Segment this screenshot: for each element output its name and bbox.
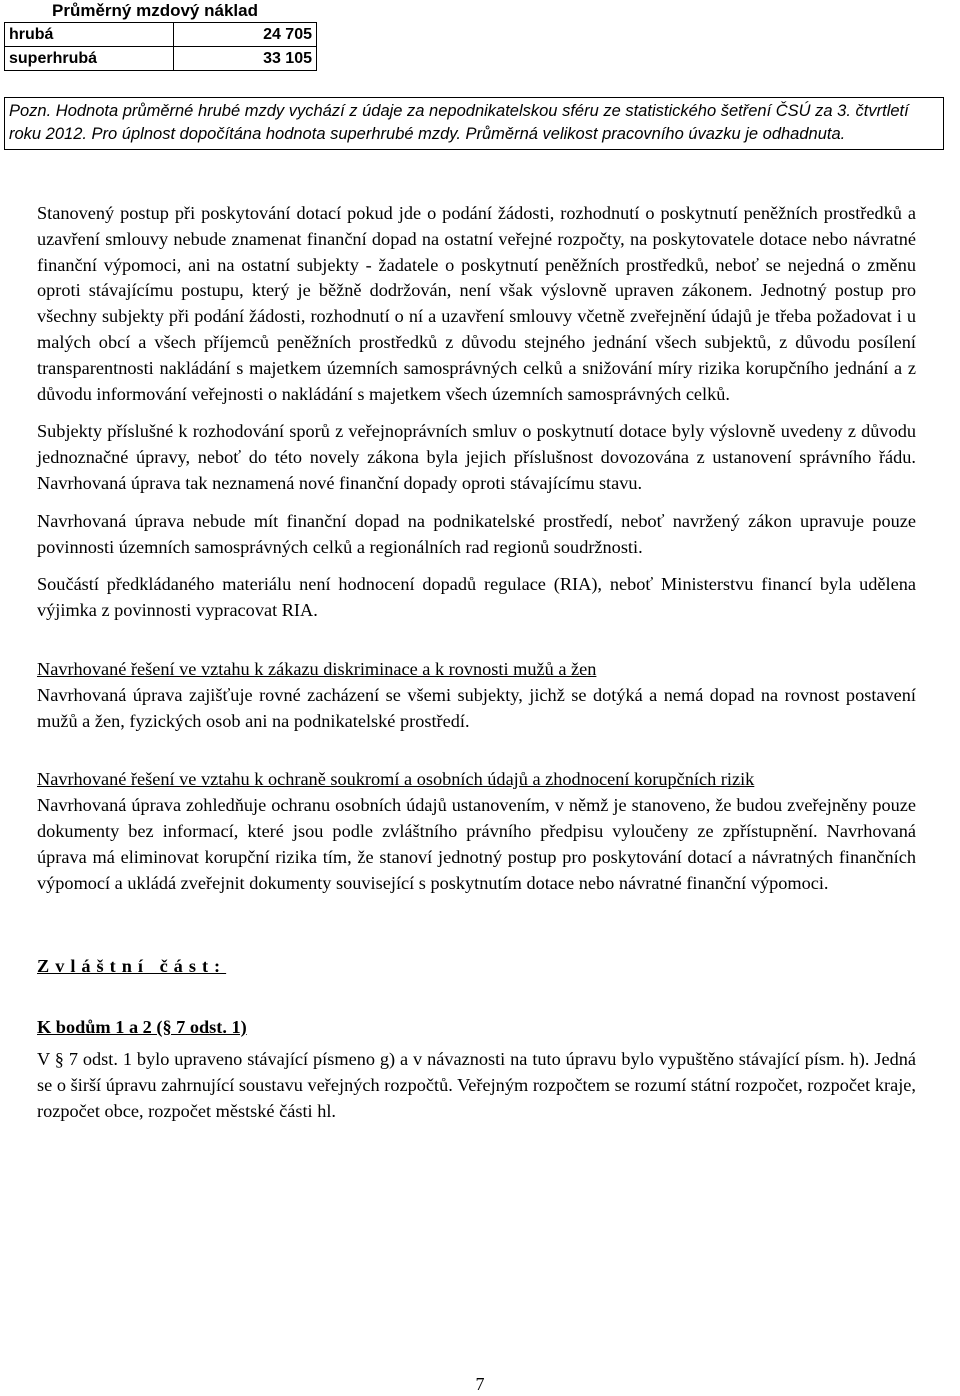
- wage-table: [4, 22, 317, 71]
- paragraph-financial-impact: Stanovený postup při poskytování dotací pokud jde o podání žádosti, rozhodnutí o poskytnutí peněžních prostředků a uzavření smlouvy nebude znamenat finanční dopad na ostatní veřejné rozpočty, na poskytovatele dotace nebo návratné finanční výpomoci, ani na ostatní subjekty - žadatele o poskytnutí peněžních prostředků, neboť se nejedná o změnu oproti stávajícímu postupu, který je běžně dodržován, není však výslovně upraven zákonem. Jednotný postup pro všechny subjekty při podání žádosti, rozhodnutí o ní a uzavření smlouvy včetně zveřejnění údajů je třeba požadovat i u malých obcí a všech příjemců peněžních prostředků z důvodu stejného jednání všech subjektů, z důvodu posílení transparentnosti nakládání s majetkem územních samosprávných celků a snižování míry rizika korupčního jednání a z důvodu informování veřejnosti o nakládání s majetkem všech územních samosprávných celků.: [37, 203, 916, 404]
- paragraph-discrimination: Navrhovaná úprava zajišťuje rovné zacházení se všemi subjekty, jichž se dotýká a nemá dopad na rovnost postavení mužů a žen, fyzických osob ani na podnikatelské prostředí.: [37, 684, 916, 731]
- paragraph-ria: Součástí předkládaného materiálu není hodnocení dopadů regulace (RIA), neboť Ministerstvu financí byla udělena výjimka z povinnosti vypracovat RIA.: [37, 574, 916, 621]
- wage-label: hrubá: [5, 23, 174, 47]
- wage-value: 33 105: [174, 47, 317, 71]
- heading-special-part: Zvláštní část:: [37, 956, 227, 977]
- heading-privacy: Navrhované řešení ve vztahu k ochraně soukromí a osobních údajů a zhodnocení korupčních rizik: [37, 769, 755, 790]
- table-row: [5, 47, 317, 71]
- paragraph-privacy: Navrhovaná úprava zohledňuje ochranu osobních údajů ustanovením, v němž je stanoveno, že budou zveřejněny pouze dokumenty bez informací, které jsou podle zvláštního právního předpisu vyloučeny ze zpřístupnění. Navrhovaná úprava má eliminovat korupční rizika tím, že stanoví jednotný postup pro poskytování dotací a návratných finančních výpomocí a ukládá zveřejnit dokumenty související s poskytnutím dotace nebo návratné finanční výpomoci.: [37, 795, 916, 893]
- heading-points-1-2: K bodům 1 a 2 (§ 7 odst. 1): [37, 1017, 247, 1038]
- wage-label: superhrubá: [5, 47, 174, 71]
- wage-box-title: Průměrný mzdový náklad: [52, 1, 258, 20]
- wage-note: Pozn. Hodnota průměrné hrubé mzdy vychází z údaje za nepodnikatelskou sféru ze statistického šetření ČSÚ za 3. čtvrtletí roku 2012. Pro úplnost dopočítána hodnota superhrubé mzdy. Průměrná velikost pracovního úvazku je odhadnuta.: [4, 97, 944, 150]
- paragraph-business-impact: Navrhovaná úprava nebude mít finanční dopad na podnikatelské prostředí, neboť navržený zákon upravuje pouze povinnosti územních samosprávných celků a regionálních rad regionů soudržnosti.: [37, 510, 916, 557]
- wage-value: 24 705: [174, 23, 317, 47]
- document-body: [37, 201, 916, 1124]
- paragraph-section-7: V § 7 odst. 1 bylo upraveno stávající písmeno g) a v návaznosti na tuto úpravu bylo vypuštěno stávající písm. h). Jedná se o širší úpravu zahrnující soustavu veřejných rozpočtů. Veřejným rozpočtem se rozumí státní rozpočet, rozpočet kraje, rozpočet obce, rozpočet městské části hl.: [37, 1048, 916, 1121]
- paragraph-dispute-subjects: Subjekty příslušné k rozhodování sporů z veřejnoprávních smluv o poskytnutí dotace byly výslovně uvedeny z důvodu jednoznačné úpravy, neboť do této novely zákona byla jejich příslušnost dovozována z ustanovení správního řádu. Navrhovaná úprava tak neznamená nové finanční dopady oproti stávajícímu stavu.: [37, 421, 916, 493]
- average-wage-cost-box: [4, 0, 954, 150]
- heading-discrimination: Navrhované řešení ve vztahu k zákazu diskriminace a k rovnosti mužů a žen: [37, 658, 597, 679]
- table-row: [5, 23, 317, 47]
- page-number: 7: [475, 1374, 485, 1394]
